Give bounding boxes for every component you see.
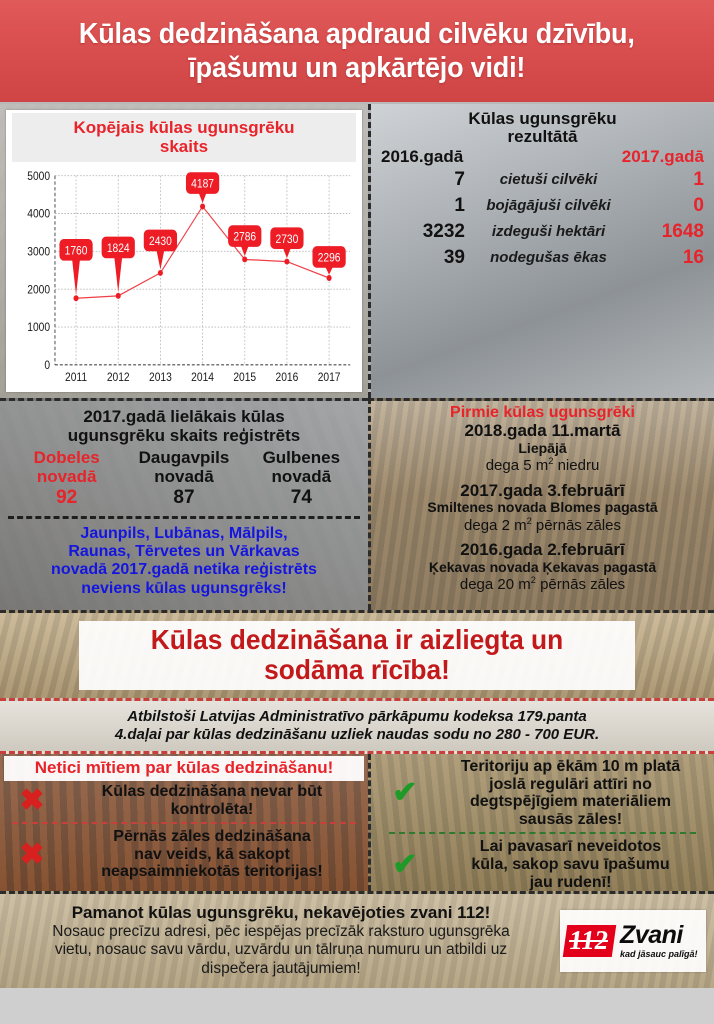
first-fire-date: 2016.gada 2.februārī [460, 540, 625, 560]
result-value-2017: 16 [682, 246, 704, 268]
first-fires-title: Pirmie kūlas ugunsgrēki [450, 404, 635, 421]
chart-card [6, 110, 362, 392]
myth-divider [12, 822, 356, 824]
ban-banner-box [79, 621, 635, 690]
check-icon: ✔ [392, 776, 418, 810]
myth-item [2, 781, 366, 820]
logo-number: 112 [563, 925, 617, 957]
municipality-item [125, 449, 242, 508]
myth-text: Kūlas dedzināšana nevar būt kontrolēta! [101, 783, 323, 818]
ban-banner-line2: sodāma rīcība! [264, 653, 450, 685]
municipalities-title-line2: ugunsgrēku skaits reģistrēts [67, 425, 301, 445]
first-fire-amount: dega 20 $m^2$ pērnās zāles [459, 575, 626, 594]
line-chart-svg [10, 162, 358, 390]
results-title-line1: Kūlas ugunsgrēku [468, 109, 617, 128]
svg-text:1000: 1000 [27, 321, 51, 335]
svg-text:2011: 2011 [65, 371, 88, 385]
check-icon: ✔ [392, 847, 418, 881]
results-rows [371, 167, 714, 271]
result-value-2016: 1 [454, 194, 465, 216]
ban-banner-line1: Kūlas dedzināšana ir aizliegta un [150, 623, 564, 655]
row-mid [0, 398, 714, 610]
result-row [371, 167, 714, 193]
zero-fire-note-line4: neviens kūlas ugunsgrēks! [81, 579, 287, 597]
result-label: nodegušas ēkas [490, 249, 607, 267]
svg-text:2017: 2017 [317, 371, 341, 385]
svg-text:2430: 2430 [149, 235, 172, 249]
municipality-name: Dobeles novadā [33, 448, 100, 486]
emergency-112-logo [560, 910, 706, 972]
result-value-2017: 1648 [661, 220, 704, 242]
tip-item [375, 756, 710, 830]
chart-title-line2: skaits [159, 137, 209, 157]
footer-text [0, 903, 560, 978]
chart-title-line1: Kopējais kūlas ugunsgrēku [73, 118, 295, 137]
ban-banner-text [103, 625, 611, 684]
results-title-line2: rezultātā [507, 126, 578, 146]
zero-fire-note-line2: Raunas, Tērvetes un Vārkavas [68, 543, 300, 560]
zero-fire-note-line3: novadā 2017.gadā netika reģistrēts [51, 561, 317, 579]
chart-title [12, 113, 356, 162]
svg-text:2013: 2013 [149, 371, 172, 385]
tip-text: Lai pavasarī neveidotos kūla, sakop savu īpašumu jau rudenī! [471, 838, 670, 891]
svg-text:2015: 2015 [233, 371, 257, 385]
municipality-item [8, 449, 125, 508]
result-label: cietuši cilvēki [499, 171, 598, 189]
first-fire-amount: dega 2 $m^2$ pērnās zāles [464, 515, 621, 534]
results-title [371, 104, 714, 146]
tip-divider [389, 832, 696, 834]
zero-fire-note [6, 525, 362, 599]
footer-instructions [6, 923, 556, 979]
ban-banner [0, 610, 714, 698]
result-row [371, 219, 714, 245]
first-fire-place: Smiltenes novada Blomes pagastā [427, 499, 658, 516]
first-fire-event [377, 482, 708, 535]
first-fire-event [377, 541, 708, 594]
tip-item [375, 836, 710, 893]
first-fire-place: Ķekavas novada Ķekavas pagastā [428, 558, 657, 575]
svg-text:3000: 3000 [27, 245, 51, 259]
page-footer [0, 891, 714, 988]
tips-panel [368, 754, 714, 891]
footer-line2: vietu, nosauc savu vārdu, uzvārdu un tālruņa numuru un atbildi uz [54, 941, 508, 959]
zero-fire-note-line1: Jaunpils, Lubānas, Mālpils, [80, 524, 288, 542]
svg-text:2000: 2000 [27, 283, 51, 297]
svg-text:5000: 5000 [27, 170, 51, 184]
municipality-item [243, 449, 360, 508]
result-label: bojāgājuši cilvēki [486, 197, 611, 215]
result-value-2016: 39 [443, 246, 465, 268]
year-2017-header: 2017.gadā [621, 146, 704, 166]
municipality-name: Gulbenes novadā [262, 448, 341, 486]
myth-text: Pērnās zāles dedzināšana nav veids, kā sakopt neapsaimniekotās teritorijas! [101, 828, 323, 881]
svg-text:2012: 2012 [106, 371, 130, 385]
myths-list [2, 781, 366, 883]
row-top [0, 104, 714, 398]
cross-icon: ✖ [19, 837, 45, 871]
page-title [79, 17, 635, 85]
result-row [371, 193, 714, 219]
first-fire-date: 2018.gada 11.martā [464, 421, 621, 440]
municipalities-title [6, 406, 362, 445]
tip-text: Teritoriju ap ēkām 10 m platā joslā regulāri attīri no degtspējīgiem materiāliem sausās zāles! [460, 758, 681, 828]
tips-list [375, 756, 710, 893]
municipality-count: 74 [290, 487, 312, 509]
myths-heading: Netici mītiem par kūlas dedzināšanu! [4, 756, 364, 781]
footer-line3: dispečera jautājumiem! [201, 960, 361, 978]
row-bottom [0, 754, 714, 891]
first-fires-panel [368, 398, 714, 610]
svg-text:2014: 2014 [191, 371, 214, 385]
results-year-headers [371, 146, 714, 167]
svg-text:2730: 2730 [275, 233, 299, 247]
first-fire-event [377, 422, 708, 475]
result-value-2017: 1 [693, 168, 704, 190]
municipalities-list [6, 445, 362, 508]
municipality-count: 92 [56, 487, 78, 509]
results-panel [368, 104, 714, 398]
result-value-2016: 3232 [422, 220, 465, 242]
logo-wordmark [614, 923, 698, 959]
svg-text:2016: 2016 [275, 371, 299, 385]
law-strip [0, 698, 714, 754]
page-header [0, 0, 714, 104]
svg-text:2786: 2786 [233, 231, 257, 244]
law-text [115, 708, 599, 745]
first-fires-list [377, 422, 708, 594]
first-fire-date: 2017.gada 3.februārī [460, 480, 625, 500]
footer-headline: Pamanot kūlas ugunsgrēku, nekavējoties zvani 112! [71, 903, 491, 923]
page-title-line2: īpašumu un apkārtējo vidi! [188, 52, 526, 84]
logo-word: Zvani [620, 921, 683, 949]
chart-panel [0, 104, 368, 398]
result-value-2016: 7 [454, 168, 465, 190]
svg-text:2296: 2296 [317, 251, 341, 265]
first-fire-amount: dega 5 $m^2$ niedru [485, 456, 600, 475]
municipality-name: Daugavpils novadā [138, 448, 230, 486]
svg-text:4187: 4187 [191, 178, 214, 191]
municipalities-title-line1: 2017.gadā lielākais kūlas [83, 407, 285, 426]
law-line1: Atbilstoši Latvijas Administratīvo pārkāpumu kodeksa 179.panta [127, 707, 587, 725]
svg-text:4000: 4000 [27, 208, 51, 221]
law-line2: 4.daļai par kūlas dedzināšanu uzliek naudas sodu no 280 - 700 EUR. [114, 726, 600, 743]
chart-plot-area [10, 162, 358, 390]
svg-text:1824: 1824 [106, 242, 130, 256]
svg-text:1760: 1760 [64, 244, 88, 258]
year-2016-header: 2016.gadā [381, 146, 464, 166]
logo-tagline: kad jāsauc palīgā! [620, 949, 698, 959]
result-row [371, 245, 714, 271]
page-title-line1: Kūlas dedzināšana apdraud cilvēku dzīvību, [79, 17, 635, 50]
cross-icon: ✖ [19, 783, 45, 817]
first-fire-place: Liepājā [518, 439, 567, 456]
myth-item [2, 826, 366, 883]
municipalities-panel [0, 398, 368, 610]
municipalities-divider [8, 516, 360, 519]
myths-panel [0, 754, 368, 891]
svg-text:0: 0 [44, 359, 51, 373]
result-label: izdeguši hektāri [491, 223, 606, 241]
body-grid [0, 104, 714, 1024]
result-value-2017: 0 [693, 194, 704, 216]
footer-line1: Nosauc precīzu adresi, pēc iespējas precīzāk raksturo ugunsgrēka [52, 922, 510, 940]
municipality-count: 87 [173, 487, 195, 509]
